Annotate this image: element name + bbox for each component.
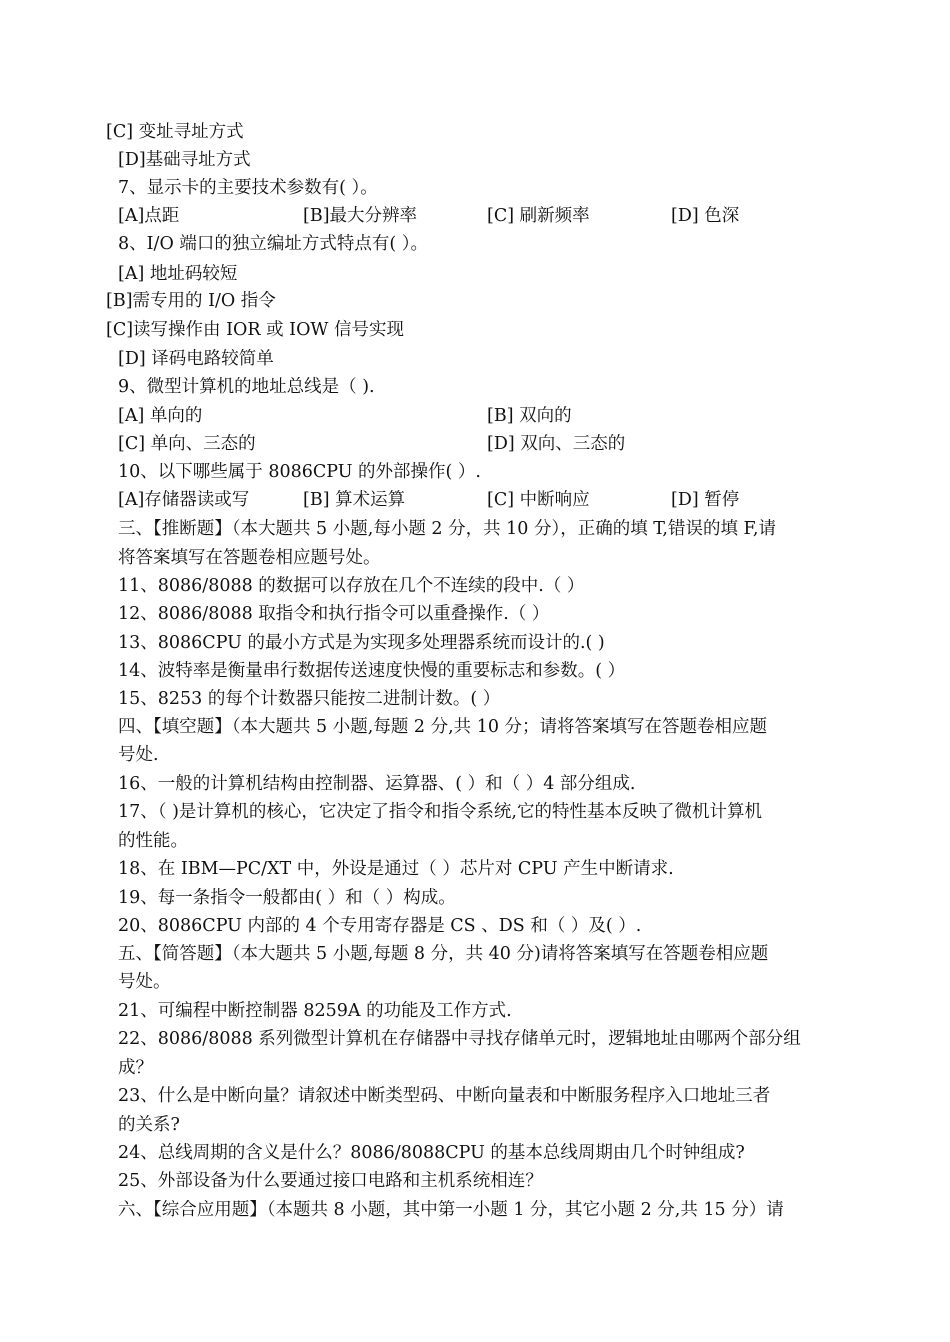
- q10-stem: 10、以下哪些属于 8086CPU 的外部操作( ）.: [118, 462, 481, 482]
- q17: 17、（ )是计算机的核心，它决定了指令和指令系统,它的特性基本反映了微机计算机: [118, 802, 762, 822]
- q9-stem: 9、微型计算机的地址总线是（ ).: [118, 377, 375, 397]
- q18: 18、在 IBM—PC/XT 中，外设是通过（ ）芯片对 CPU 产生中断请求.: [118, 859, 674, 879]
- section-4-heading-cont: 号处.: [118, 745, 159, 765]
- q9-option-d: [D] 双向、三态的: [487, 434, 626, 454]
- section-5-heading-cont: 号处。: [118, 972, 171, 992]
- q14: 14、波特率是衡量串行数据传送速度快慢的重要标志和参数。( ）: [118, 661, 626, 681]
- q24: 24、总线周期的含义是什么？8086/8088CPU 的基本总线周期由几个时钟组成?: [118, 1143, 745, 1163]
- q9-option-b: [B] 双向的: [487, 406, 572, 426]
- q13: 13、8086CPU 的最小方式是为实现多处理器系统而设计的.( ): [118, 633, 605, 653]
- q7-option-b: [B]最大分辨率: [303, 206, 418, 226]
- q7-option-d: [D] 色深: [671, 206, 740, 226]
- section-6-heading: 六、【综合应用题】（本题共 8 小题，其中第一小题 1 分，其它小题 2 分,共 15 分）请: [118, 1200, 784, 1220]
- q23: 23、什么是中断向量？请叙述中断类型码、中断向量表和中断服务程序入口地址三者: [118, 1086, 771, 1106]
- q8-option-d: [D] 译码电路较简单: [118, 349, 274, 369]
- q7-option-c: [C] 刷新频率: [487, 206, 590, 226]
- q10-option-b: [B] 算术运算: [303, 490, 406, 510]
- q21: 21、可编程中断控制器 8259A 的功能及工作方式.: [118, 1001, 512, 1021]
- q22: 22、8086/8088 系列微型计算机在存储器中寻找存储单元时，逻辑地址由哪两个部分组: [118, 1029, 801, 1049]
- q10-option-c: [C] 中断响应: [487, 490, 590, 510]
- q7-option-a: [A]点距: [118, 206, 180, 226]
- section-4-heading: 四、【填空题】（本大题共 5 小题,每题 2 分,共 10 分；请将答案填写在答题卷相应题: [118, 717, 768, 737]
- q8-option-b: [B]需专用的 I/O 指令: [106, 291, 276, 311]
- q11: 11、8086/8088 的数据可以存放在几个不连续的段中.（ ）: [118, 576, 585, 596]
- q23-cont: 的关系?: [118, 1115, 180, 1135]
- q6-option-c: [C] 变址寻址方式: [106, 122, 244, 142]
- q16: 16、一般的计算机结构由控制器、运算器、( ）和（ ）4 部分组成.: [118, 774, 636, 794]
- q8-option-c: [C]读写操作由 IOR 或 IOW 信号实现: [106, 320, 404, 340]
- section-3-heading: 三、【推断题】（本大题共 5 小题,每小题 2 分，共 10 分），正确的填 T,错误的填 F,请: [118, 519, 776, 539]
- section-5-heading: 五、【简答题】（本大题共 5 小题,每题 8 分，共 40 分)请将答案填写在答题卷相应题: [118, 944, 769, 964]
- q10-option-d: [D] 暂停: [671, 490, 740, 510]
- q12: 12、8086/8088 取指令和执行指令可以重叠操作.（ ）: [118, 604, 550, 624]
- q9-option-c: [C] 单向、三态的: [118, 434, 256, 454]
- q9-option-a: [A] 单向的: [118, 406, 203, 426]
- q15: 15、8253 的每个计数器只能按二进制计数。( ）: [118, 689, 501, 709]
- section-3-heading-cont: 将答案填写在答题卷相应题号处。: [118, 548, 381, 568]
- q7-stem: 7、显示卡的主要技术参数有( ）。: [118, 178, 378, 198]
- q8-option-a: [A] 地址码较短: [118, 264, 238, 284]
- q25: 25、外部设备为什么要通过接口电路和主机系统相连？: [118, 1171, 543, 1191]
- q10-option-a: [A]存储器读或写: [118, 490, 250, 510]
- q22-cont: 成？: [118, 1058, 153, 1078]
- q8-stem: 8、I/O 端口的独立编址方式特点有( ）。: [118, 234, 428, 254]
- q17-cont: 的性能。: [118, 831, 188, 851]
- q6-option-d: [D]基础寻址方式: [118, 150, 251, 170]
- q20: 20、8086CPU 内部的 4 个专用寄存器是 CS 、DS 和（ ）及( ）.: [118, 916, 642, 936]
- q19: 19、每一条指令一般都由( ）和（ ）构成。: [118, 888, 456, 908]
